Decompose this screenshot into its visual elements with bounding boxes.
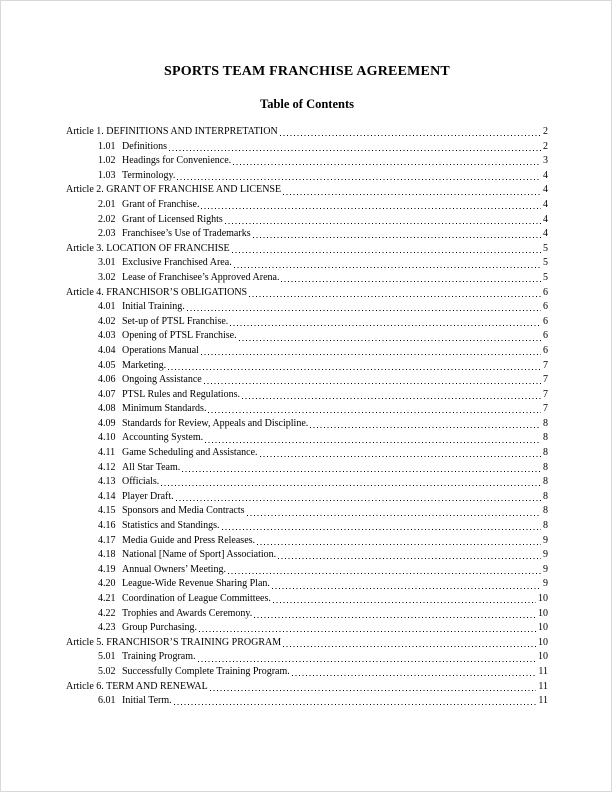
toc-entry: [66, 636, 548, 651]
dot-leader: [177, 169, 541, 184]
document-title: SPORTS TEAM FRANCHISE AGREEMENT: [164, 64, 450, 79]
toc-entry: [66, 490, 548, 505]
toc-entry: [66, 169, 548, 184]
toc-entry-page-number: 3: [543, 155, 548, 167]
toc-entry-page-number: 11: [538, 665, 548, 677]
dot-leader: [253, 227, 541, 242]
toc-entry: [66, 329, 548, 344]
toc-entry-page-number: 8: [543, 447, 548, 459]
toc-entry-page-number: 4: [543, 169, 548, 181]
toc-entry-number: 4.05: [98, 359, 116, 371]
toc-entry-label: Ongoing Assistance: [122, 374, 202, 386]
toc-entry-number: 4.17: [98, 534, 116, 546]
toc-entry: [66, 183, 548, 198]
toc-entry: [66, 402, 548, 417]
toc-entry: [66, 665, 548, 680]
toc-entry-label: League-Wide Revenue Sharing Plan.: [122, 578, 270, 590]
dot-leader: [283, 183, 541, 198]
toc-entry: [66, 300, 548, 315]
dot-leader: [232, 242, 541, 257]
toc-entry-number: 6.01: [98, 695, 116, 707]
toc-entry-page-number: 8: [543, 417, 548, 429]
toc-entry: [66, 373, 548, 388]
dot-leader: [292, 665, 537, 680]
toc-entry-number: 4.19: [98, 563, 116, 575]
toc-entry-label: Annual Owners’ Meeting.: [122, 563, 226, 575]
toc-entry-number: 4.08: [98, 403, 116, 415]
dot-leader: [281, 271, 541, 286]
toc-entry-label: National [Name of Sport] Association.: [122, 549, 277, 561]
toc-entry-label: Game Scheduling and Assistance.: [122, 447, 258, 459]
toc-entry-page-number: 2: [543, 126, 548, 137]
toc-entry-number: 2.02: [98, 213, 116, 225]
toc-entry-label: Standards for Review, Appeals and Discipline.: [122, 417, 309, 429]
toc-entry-label: Grant of Licensed Rights: [122, 213, 223, 225]
toc-entry-number: 1.02: [98, 155, 116, 167]
toc-entry: [66, 680, 548, 695]
dot-leader: [198, 650, 536, 665]
toc-entry: [66, 694, 548, 709]
toc-entry-page-number: 10: [538, 622, 548, 634]
toc-entry-label: Article 3. LOCATION OF FRANCHISE: [66, 242, 230, 254]
toc-entry-label: Officials.: [122, 476, 160, 488]
toc-entry-number: 4.18: [98, 549, 116, 561]
toc-entry-page-number: 8: [543, 461, 548, 473]
toc-entry-page-number: 8: [543, 476, 548, 488]
toc-entry-label: Accounting System.: [122, 432, 204, 444]
dot-leader: [201, 344, 541, 359]
dot-leader: [273, 592, 536, 607]
toc-entry-page-number: 6: [543, 344, 548, 356]
toc-entry-page-number: 9: [543, 578, 548, 590]
toc-entry: [66, 534, 548, 549]
toc-entry: [66, 577, 548, 592]
dot-leader: [169, 140, 541, 155]
toc-entry-label: Initial Training.: [122, 301, 185, 313]
toc-entry-page-number: 5: [543, 257, 548, 269]
dot-leader: [174, 694, 537, 709]
toc-entry-page-number: 7: [543, 359, 548, 371]
toc-entry: [66, 504, 548, 519]
toc-entry: [66, 198, 548, 213]
dot-leader: [257, 534, 541, 549]
dot-leader: [272, 577, 541, 592]
dot-leader: [260, 446, 541, 461]
dot-leader: [233, 154, 541, 169]
toc-entry-number: 4.20: [98, 578, 116, 590]
dot-leader: [161, 475, 541, 490]
toc-entry-label: All Star Team.: [122, 461, 181, 473]
toc-entry-number: 1.01: [98, 140, 116, 152]
toc-entry-label: Article 5. FRANCHISOR’S TRAINING PROGRAM: [66, 636, 282, 648]
toc-entry: [66, 315, 548, 330]
toc-entry-number: 4.15: [98, 505, 116, 517]
dot-leader: [182, 461, 541, 476]
toc-entry: [66, 621, 548, 636]
toc-entry-page-number: 11: [538, 695, 548, 707]
dot-leader: [247, 504, 542, 519]
toc-entry: [66, 213, 548, 228]
dot-leader: [280, 125, 541, 140]
toc-entry: [66, 344, 548, 359]
toc-entry-number: 4.01: [98, 301, 116, 313]
toc-entry-number: 4.12: [98, 461, 116, 473]
dot-leader: [239, 329, 541, 344]
toc-entry-number: 4.14: [98, 490, 116, 502]
toc-entry: [66, 650, 548, 665]
dot-leader: [210, 680, 537, 695]
toc-entry-label: Sponsors and Media Contracts: [122, 505, 245, 517]
table-of-contents-heading: Table of Contents: [260, 97, 354, 111]
toc-entry-label: Group Purchasing.: [122, 622, 197, 634]
toc-entry-number: 4.23: [98, 622, 116, 634]
toc-entry-label: Definitions: [122, 140, 167, 152]
dot-leader: [228, 563, 541, 578]
toc-entry-page-number: 4: [543, 228, 548, 240]
toc-entry-page-number: 10: [538, 636, 548, 648]
toc-entry: [66, 548, 548, 563]
toc-entry-number: 2.01: [98, 198, 116, 210]
toc-entry-label: Trophies and Awards Ceremony.: [122, 607, 253, 619]
toc-entry: [66, 154, 548, 169]
toc-entry-number: 2.03: [98, 228, 116, 240]
toc-entry-label: Exclusive Franchised Area.: [122, 257, 232, 269]
toc-entry-page-number: 11: [538, 680, 548, 692]
dot-leader: [249, 286, 541, 301]
toc-entry-label: Article 1. DEFINITIONS AND INTERPRETATION: [66, 126, 278, 137]
toc-entry-page-number: 2: [543, 140, 548, 152]
toc-entry-page-number: 6: [543, 315, 548, 327]
toc-entry-page-number: 8: [543, 490, 548, 502]
toc-entry-label: Media Guide and Press Releases.: [122, 534, 256, 546]
toc-entry-number: 1.03: [98, 169, 116, 181]
toc-entry: [66, 271, 548, 286]
toc-entry-page-number: 4: [543, 198, 548, 210]
toc-entry-page-number: 7: [543, 388, 548, 400]
dot-leader: [187, 300, 541, 315]
toc-entry-page-number: 4: [543, 213, 548, 225]
toc-entry-label: Terminology.: [122, 169, 176, 181]
toc-entry-label: Article 6. TERM AND RENEWAL: [66, 680, 208, 692]
toc-entry: [66, 607, 548, 622]
toc-entry-label: Article 2. GRANT OF FRANCHISE AND LICENSE: [66, 184, 282, 196]
toc-entry-label: Marketing.: [122, 359, 167, 371]
toc-entry-label: Statistics and Standings.: [122, 520, 220, 532]
toc-entry-label: Coordination of League Committees.: [122, 593, 271, 604]
dot-leader: [222, 519, 542, 534]
dot-leader: [204, 373, 541, 388]
dot-leader: [176, 490, 541, 505]
toc-entry-page-number: 7: [543, 374, 548, 386]
toc-entry-page-number: 6: [543, 286, 548, 298]
toc-entry-label: Headings for Convenience.: [122, 155, 232, 167]
toc-entry-page-number: 9: [543, 534, 548, 546]
dot-leader: [205, 431, 541, 446]
toc-entry-number: 5.02: [98, 665, 116, 677]
dot-leader: [208, 402, 541, 417]
toc-entry: [66, 417, 548, 432]
toc-entry-label: PTSL Rules and Regulations.: [122, 388, 240, 400]
toc-entry-number: 4.02: [98, 315, 116, 327]
toc-entry-label: Training Program.: [122, 651, 196, 663]
toc-entry-page-number: 7: [543, 403, 548, 415]
toc-entry-page-number: 10: [538, 607, 548, 619]
toc-entry-page-number: 9: [543, 563, 548, 575]
dot-leader: [254, 607, 536, 622]
toc-entry-page-number: 10: [538, 593, 548, 604]
dot-leader: [283, 636, 536, 651]
dot-leader: [242, 388, 541, 403]
toc-entry: [66, 563, 548, 578]
toc-entry: [66, 519, 548, 534]
toc-entry-page-number: 5: [543, 271, 548, 283]
toc-entry-number: 4.21: [98, 593, 116, 604]
toc-entry-number: 5.01: [98, 651, 116, 663]
toc-entry: [66, 140, 548, 155]
toc-entry-page-number: 9: [543, 549, 548, 561]
toc-entry-label: Player Draft.: [122, 490, 174, 502]
dot-leader: [201, 198, 541, 213]
toc-entry-page-number: 6: [543, 301, 548, 313]
toc-entry-number: 4.06: [98, 374, 116, 386]
toc-entry-page-number: 6: [543, 330, 548, 342]
dot-leader: [234, 256, 541, 271]
dot-leader: [168, 359, 541, 374]
dot-leader: [225, 213, 541, 228]
dot-leader: [310, 417, 541, 432]
dot-leader: [199, 621, 536, 636]
toc-entry-label: Minimum Standards.: [122, 403, 207, 415]
toc-entry-number: 4.16: [98, 520, 116, 532]
toc-entry-label: Grant of Franchise.: [122, 198, 200, 210]
toc-entry-page-number: 8: [543, 432, 548, 444]
toc-entry-number: 4.09: [98, 417, 116, 429]
toc-entry-page-number: 4: [543, 184, 548, 196]
toc-entry: [66, 242, 548, 257]
dot-leader: [278, 548, 541, 563]
dot-leader: [230, 315, 541, 330]
toc-entry-label: Franchisee’s Use of Trademarks: [122, 228, 251, 240]
toc-entry: [66, 286, 548, 301]
toc-entry-number: 4.13: [98, 476, 116, 488]
toc-entry-label: Successfully Complete Training Program.: [122, 665, 290, 677]
toc-entry-page-number: 8: [543, 520, 548, 532]
table-of-contents: [66, 125, 548, 709]
toc-entry-number: 3.02: [98, 271, 116, 283]
toc-entry: [66, 125, 548, 140]
toc-entry-number: 4.11: [98, 447, 116, 459]
toc-entry: [66, 227, 548, 242]
toc-entry: [66, 388, 548, 403]
toc-entry-label: Article 4. FRANCHISOR’S OBLIGATIONS: [66, 286, 248, 298]
toc-entry: [66, 256, 548, 271]
toc-entry-label: Opening of PTSL Franchise.: [122, 330, 237, 342]
toc-entry-label: Operations Manual: [122, 344, 199, 356]
toc-entry-page-number: 10: [538, 651, 548, 663]
toc-entry-number: 4.07: [98, 388, 116, 400]
toc-entry: [66, 431, 548, 446]
toc-entry-number: 4.22: [98, 607, 116, 619]
toc-entry-page-number: 8: [543, 505, 548, 517]
toc-entry: [66, 446, 548, 461]
toc-entry-number: 4.04: [98, 344, 116, 356]
toc-entry-number: 4.10: [98, 432, 116, 444]
toc-entry-label: Set-up of PTSL Franchise.: [122, 315, 229, 327]
toc-entry-number: 3.01: [98, 257, 116, 269]
toc-entry: [66, 592, 548, 607]
toc-entry-label: Lease of Franchisee’s Approved Arena.: [122, 271, 280, 283]
toc-entry: [66, 461, 548, 476]
toc-entry: [66, 359, 548, 374]
toc-entry: [66, 475, 548, 490]
toc-entry-page-number: 5: [543, 242, 548, 254]
toc-entry-number: 4.03: [98, 330, 116, 342]
toc-entry-label: Initial Term.: [122, 695, 172, 707]
